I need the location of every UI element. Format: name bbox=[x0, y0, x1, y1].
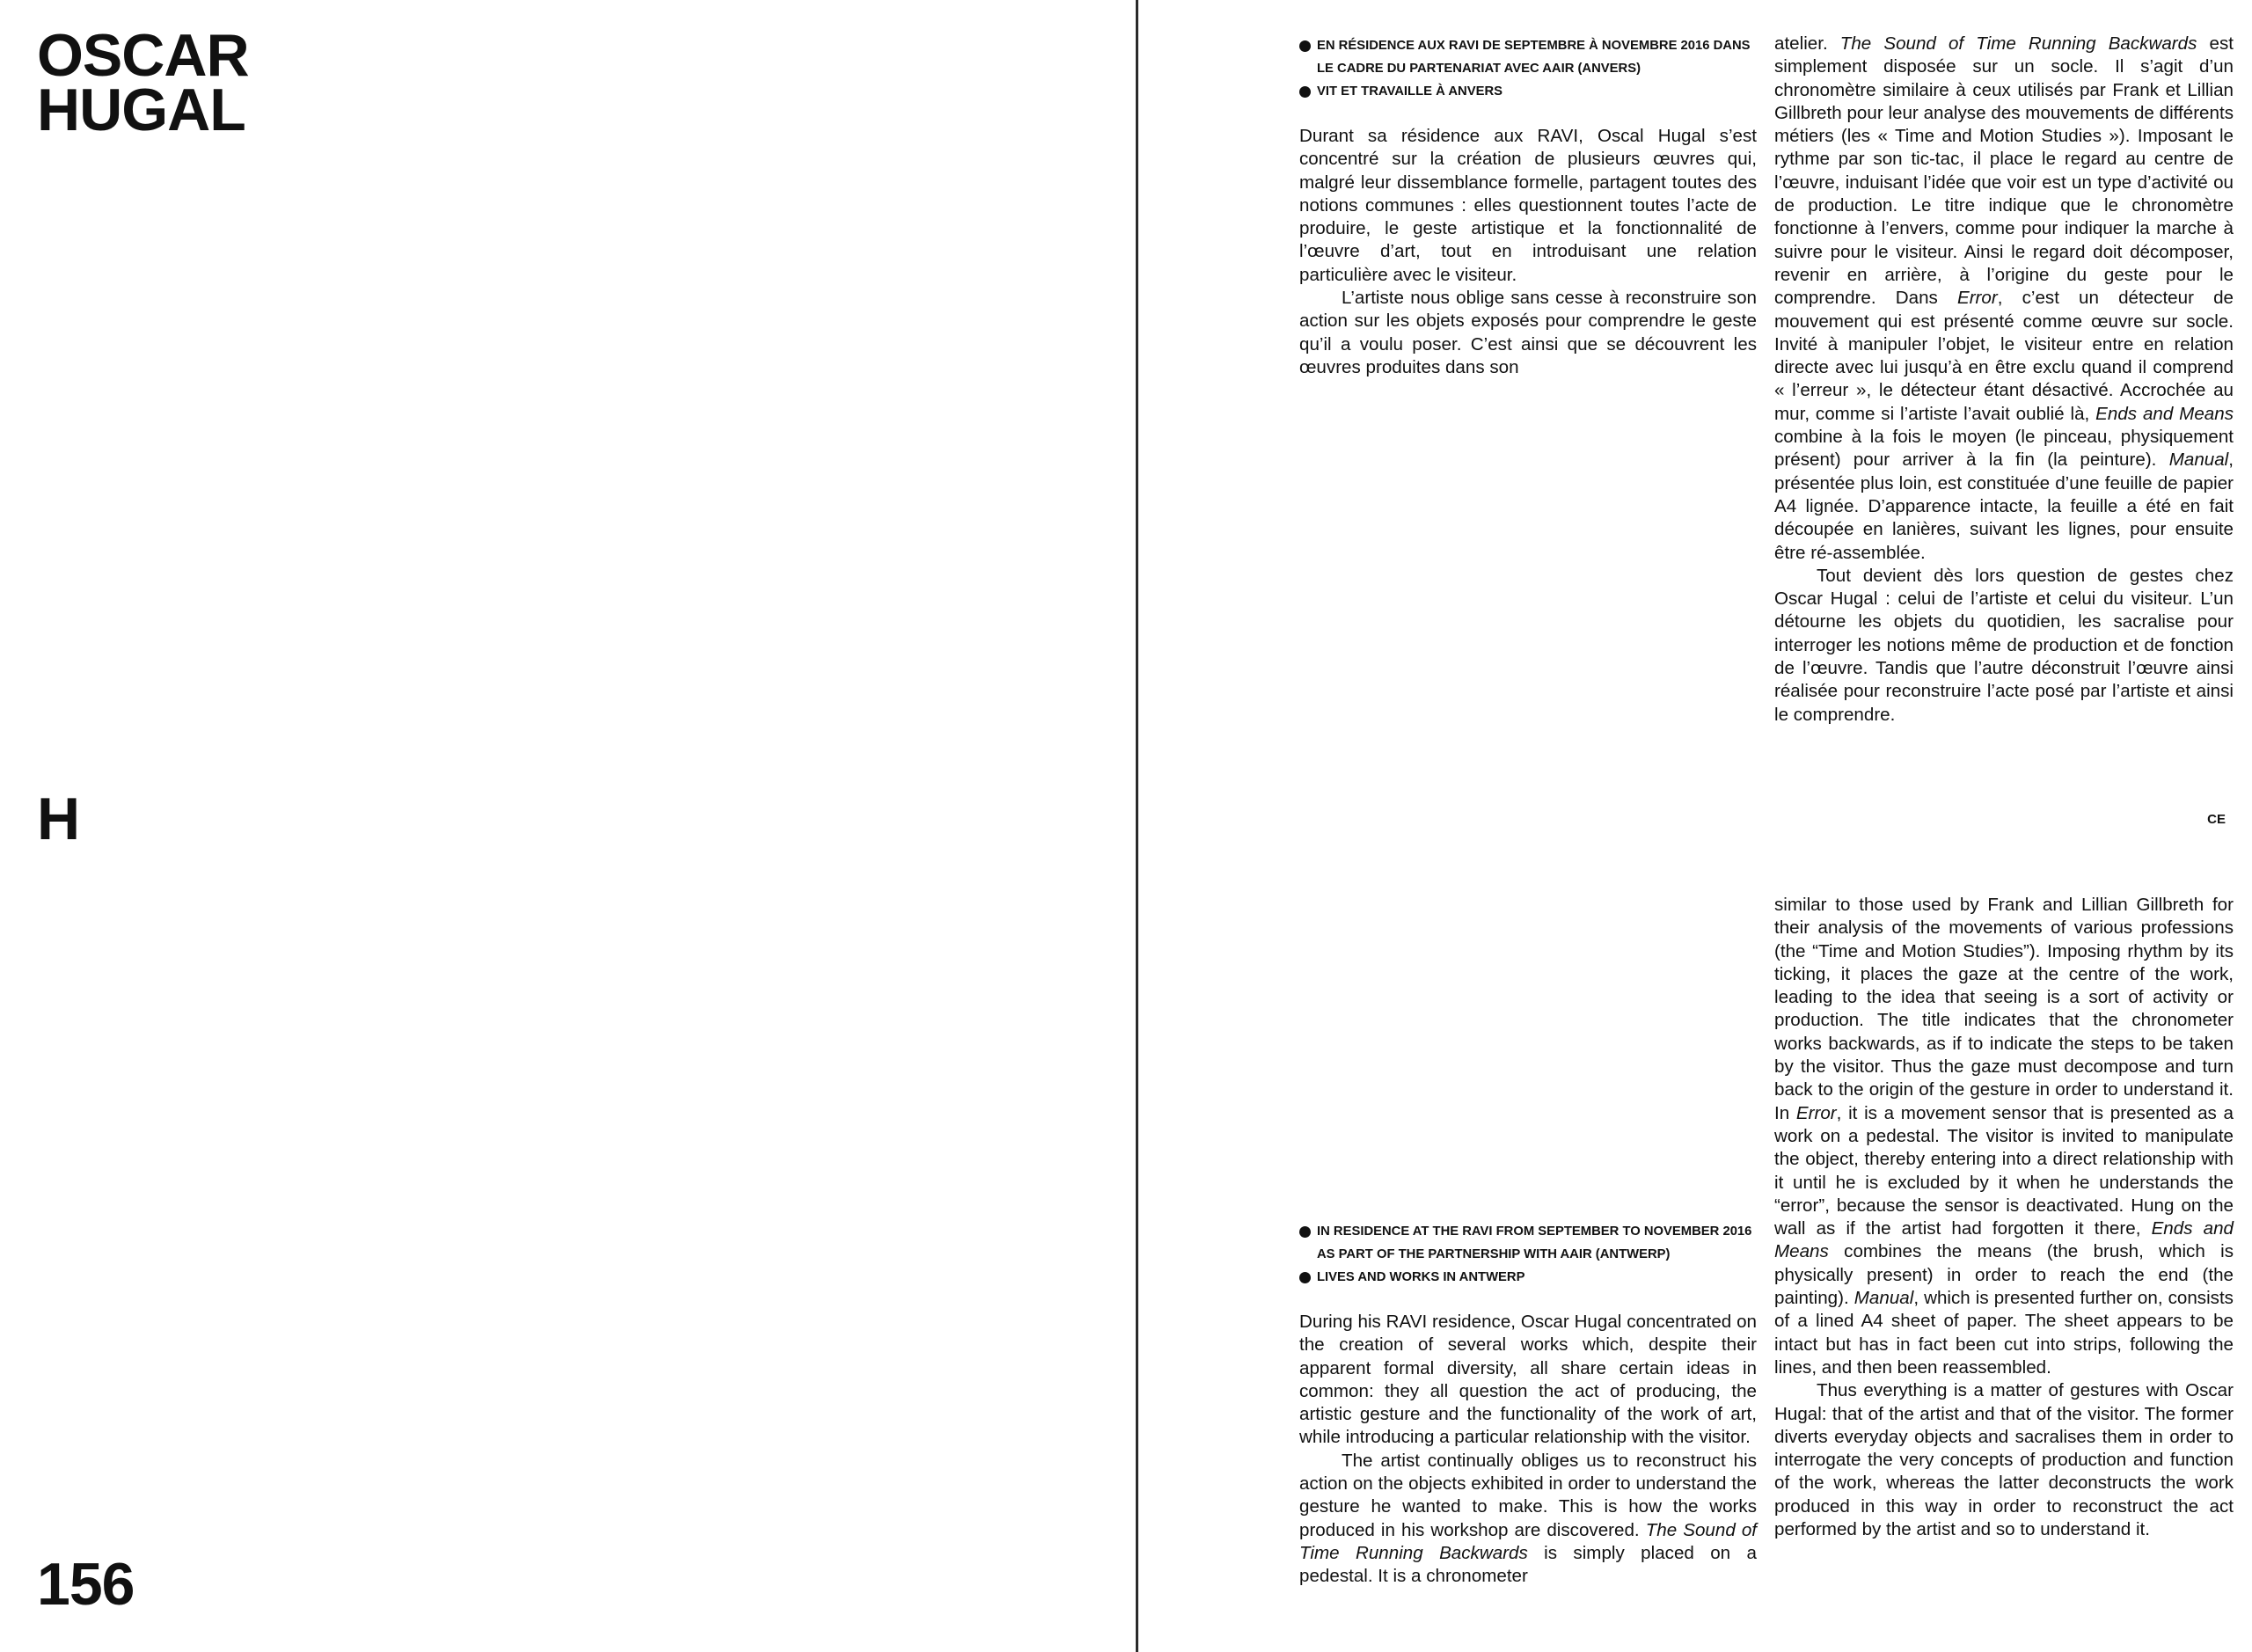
artwork-title: The Sound of Time Running Backwards bbox=[1299, 1519, 1757, 1563]
paragraph-fr-3: Tout devient dès lors question de gestes chez Oscar Hugal : celui de l’artiste et celui du visiteur. L’un détourne les objets du quotidien, les sacralise pour interroger les notions même de production et de fonction de l’œuvre. Tandis que l’autre déconstruit l’œuvre ainsi réalisée pour reconstruire l’acte posé par l’artiste et ainsi le comprendre. bbox=[1774, 565, 2234, 725]
text-span: The artist continually obliges us to reconstruct his action on the objects exhibited in order to understand the gesture he wanted to make. This is how the works produced in his workshop are discovered. bbox=[1299, 1450, 1757, 1540]
text-span: est simplement disposée sur un socle. Il s’agit d’un chronomètre similaire à ceux utilisés par Frank et Lillian Gillbreth pour leur analyse des mouvements de différents métiers (les « Time and Motion Studies »). Imposant le rythme par son tic-tac, il place le regard au centre de l’œuvre, induisant l’idée que voir est un type d’activité ou de production. Le titre indique que le chronomètre fonctionne à l’envers, comme pour indiquer la marche à suivre pour le visiteur. Ainsi le regard doit décomposer, revenir en arrière, à l’origine du geste pour le comprendre. Dans bbox=[1774, 33, 2234, 309]
text-span: , it is a movement sensor that is presented as a work on a pedestal. The visitor is invited to manipulate the object, thereby entering into a direct relationship with it until he is excluded by it when he understands the “error”, because the sensor is deactivated. Hung on the wall as if the artist had forgotten it there, bbox=[1774, 1102, 2234, 1239]
text-span: atelier. bbox=[1774, 33, 1840, 54]
paragraph-en-2a bbox=[1299, 1450, 1757, 1589]
text-column-en-1 bbox=[1299, 1311, 1757, 1589]
text-span: , c’est un détecteur de mouvement qui est présenté comme œuvre sur socle. Invité à manipuler l’objet, le visiteur entre en relation directe avec lui jusqu’à en être exclu quand il comprend « l’erreur », le détecteur étant désactivé. Accrochée au mur, comme si l’artiste l’avait oublié là, bbox=[1774, 288, 2234, 424]
artwork-title: Error bbox=[1795, 1102, 1837, 1123]
paragraph-fr-2b bbox=[1774, 33, 2234, 565]
paragraph-fr-1: Durant sa résidence aux RAVI, Oscal Hugal s’est concentré sur la création de plusieurs œuvres qui, malgré leur dissemblance formelle, partagent toutes des notions communes : elles questionnent toutes l’acte de produire, le geste artistique et la fonctionnalité de l’œuvre d’art, tout en introduisant une relation particulière avec le visiteur. bbox=[1299, 126, 1757, 285]
residence-info-text: LIVES AND WORKS IN ANTWERP bbox=[1317, 1270, 1525, 1284]
residence-info-item bbox=[1299, 1266, 1757, 1289]
paragraph-en-3: Thus everything is a matter of gestures with Oscar Hugal: that of the artist and that of the visitor. The former diverts everyday objects and sacralises them in order to interrogate the very concepts of production and function of the work, whereas the latter deconstructs the work produced in this way in order to reconstruct the act performed by the artist and so to understand it. bbox=[1774, 1380, 2234, 1540]
artwork-title: Ends and Means bbox=[2095, 403, 2234, 424]
text-span: , which is presented further on, consists of a lined A4 sheet of paper. The sheet appears to be intact but has in fact been cut into strips, following the lines, and then been reassembled. bbox=[1774, 1288, 2234, 1378]
residence-info-text: IN RESIDENCE AT THE RAVI FROM SEPTEMBER TO NOVEMBER 2016 AS PART OF THE PARTNERSHIP WITH AAIR (ANTWERP) bbox=[1317, 1224, 1752, 1261]
artist-first-name: OSCAR bbox=[37, 22, 249, 89]
text-column-fr-1 bbox=[1299, 125, 1757, 379]
residence-info-item bbox=[1299, 80, 1757, 103]
paragraph-fr-2a: L’artiste nous oblige sans cesse à reconstruire son action sur les objets exposés pour comprendre le geste qu’il a voulu poser. C’est ainsi que se découvrent les œuvres produites dans son bbox=[1299, 288, 1757, 377]
text-span: similar to those used by Frank and Lillian Gillbreth for their analysis of the movements of various professions (the “Time and Motion Studies”). Imposing rhythm by its ticking, it places the gaze at the centre of the work, leading to the idea that seeing is a sort of activity or production. The title indicates that the chronometer works backwards, as if to indicate the steps to be taken by the visitor. Thus the gaze must decompose and turn back to the origin of the gesture in order to understand it. In bbox=[1774, 895, 2234, 1123]
artist-name-heading bbox=[37, 22, 249, 143]
residence-info-item bbox=[1299, 1220, 1757, 1266]
text-column-fr-2 bbox=[1774, 33, 2234, 727]
author-initials: CE bbox=[2207, 812, 2226, 827]
residence-info-item bbox=[1299, 34, 1757, 80]
paragraph-en-2b bbox=[1774, 894, 2234, 1379]
text-span: combines the means (the brush, which is physically present) in order to reach the end (the painting). bbox=[1774, 1241, 2234, 1309]
bullet-dot-icon bbox=[1299, 1272, 1311, 1283]
text-column-en-2 bbox=[1774, 894, 2234, 1541]
text-span: is simply placed on a pedestal. It is a chronometer bbox=[1299, 1542, 1757, 1587]
bullet-dot-icon bbox=[1299, 1226, 1311, 1238]
artwork-title: The Sound of Time Running Backwards bbox=[1839, 33, 2197, 54]
residence-info-fr bbox=[1299, 34, 1757, 103]
text-span: , présentée plus loin, est constituée d’une feuille de papier A4 lignée. D’apparence intacte, la feuille a été en fait découpée en lanières, suivant les lignes, pour ensuite être ré-assemblée. bbox=[1774, 450, 2234, 563]
artwork-title: Manual bbox=[1854, 1288, 1914, 1309]
bullet-dot-icon bbox=[1299, 86, 1311, 98]
residence-info-text: EN RÉSIDENCE AUX RAVI DE SEPTEMBRE À NOVEMBRE 2016 DANS LE CADRE DU PARTENARIAT AVEC AAIR (ANVERS) bbox=[1317, 39, 1751, 76]
artwork-title: Error bbox=[1956, 288, 1998, 309]
artwork-title: Ends and Means bbox=[1774, 1218, 2234, 1262]
artwork-title: Manual bbox=[2168, 450, 2229, 471]
spread-gutter-line bbox=[1136, 0, 1138, 1652]
page-number: 156 bbox=[37, 1551, 135, 1618]
residence-info-text: VIT ET TRAVAILLE À ANVERS bbox=[1317, 84, 1503, 99]
section-letter: H bbox=[37, 786, 81, 852]
residence-info-en bbox=[1299, 1220, 1757, 1289]
artist-last-name: HUGAL bbox=[37, 77, 245, 143]
bullet-dot-icon bbox=[1299, 40, 1311, 52]
text-span: combine à la fois le moyen (le pinceau, physiquement présent) pour arriver à la fin (la peinture). bbox=[1774, 427, 2234, 471]
paragraph-en-1: During his RAVI residence, Oscar Hugal concentrated on the creation of several works which, despite their apparent formal diversity, all share certain ideas in common: they all question the act of producing, the artistic gesture and the functionality of the work of art, while introducing a particular relationship with the visitor. bbox=[1299, 1312, 1757, 1448]
